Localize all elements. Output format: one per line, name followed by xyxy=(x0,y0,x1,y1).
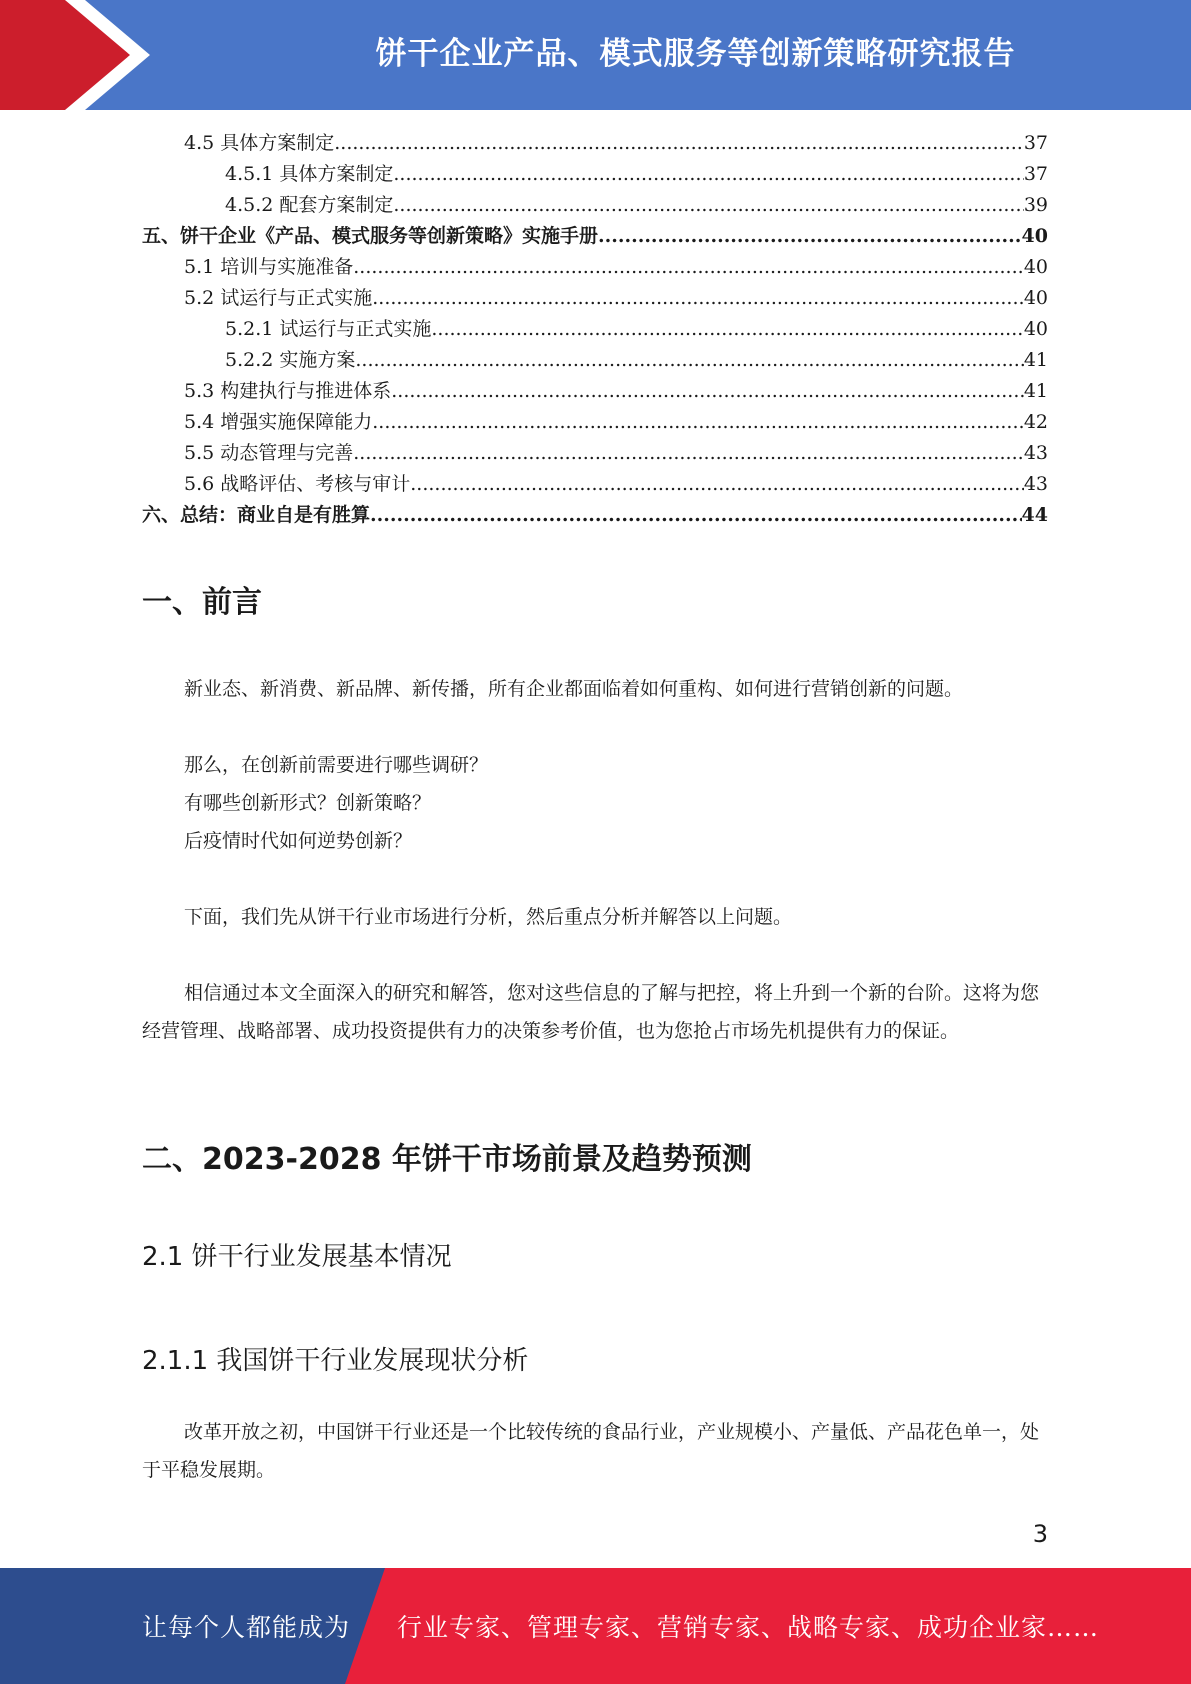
toc-entry[interactable] xyxy=(142,407,1048,438)
footer-slogan-right: 行业专家、管理专家、营销专家、战略专家、成功企业家…… xyxy=(397,1613,1100,1642)
table-of-contents xyxy=(142,128,1048,531)
paragraph: 新业态、新消费、新品牌、新传播，所有企业都面临着如何重构、如何进行营销创新的问题。 xyxy=(184,678,964,700)
toc-leader-dots xyxy=(431,318,1023,340)
question-line: 后疫情时代如何逆势创新？ xyxy=(184,830,413,852)
toc-leader-dots xyxy=(372,411,1024,433)
subsection-heading: 2.1 饼干行业发展基本情况 xyxy=(142,1242,452,1272)
toc-leader-dots xyxy=(353,256,1024,278)
section-heading-preface: 一、前言 xyxy=(142,585,262,620)
page-number: 3 xyxy=(1032,1520,1048,1548)
toc-entry-title: 五、饼干企业《产品、模式服务等创新策略》实施手册 xyxy=(142,225,599,247)
toc-entry-page: 40 xyxy=(1023,287,1048,309)
header-title: 饼干企业产品、模式服务等创新策略研究报告 xyxy=(375,35,1016,72)
toc-entry[interactable] xyxy=(142,252,1048,283)
toc-entry-page: 39 xyxy=(1023,194,1048,216)
toc-leader-dots xyxy=(598,225,1022,247)
toc-entry-title: 5.5 动态管理与完善 xyxy=(184,442,354,464)
toc-leader-dots xyxy=(393,194,1023,216)
toc-entry-title: 4.5.1 具体方案制定 xyxy=(225,163,394,185)
toc-leader-dots xyxy=(393,163,1023,185)
toc-entry-page: 37 xyxy=(1023,163,1048,185)
toc-entry-title: 5.2.2 实施方案 xyxy=(225,349,356,371)
toc-entry[interactable] xyxy=(142,345,1048,376)
subsection-heading: 2.1.1 我国饼干行业发展现状分析 xyxy=(142,1346,529,1376)
question-line: 那么，在创新前需要进行哪些调研？ xyxy=(184,754,489,776)
toc-entry-title: 5.2.1 试运行与正式实施 xyxy=(225,318,432,340)
toc-leader-dots xyxy=(334,132,1024,154)
paragraph: 下面，我们先从饼干行业市场进行分析，然后重点分析并解答以上问题。 xyxy=(184,906,793,928)
toc-entry[interactable] xyxy=(142,283,1048,314)
header-chevron-icon xyxy=(0,0,160,110)
toc-entry-page: 40 xyxy=(1023,318,1048,340)
toc-entry-page: 40 xyxy=(1023,256,1048,278)
toc-entry[interactable] xyxy=(142,159,1048,190)
toc-entry-page: 43 xyxy=(1023,473,1048,495)
toc-entry-page: 41 xyxy=(1023,380,1048,402)
toc-leader-dots xyxy=(391,380,1024,402)
footer-slogan-left: 让每个人都能成为 xyxy=(142,1613,351,1642)
toc-entry-page: 37 xyxy=(1023,132,1048,154)
toc-entry-title: 六、总结：商业自是有胜算 xyxy=(142,504,371,526)
toc-entry-title: 5.3 构建执行与推进体系 xyxy=(184,380,392,402)
toc-entry-page: 43 xyxy=(1023,442,1048,464)
toc-entry[interactable] xyxy=(142,190,1048,221)
toc-entry[interactable] xyxy=(142,438,1048,469)
toc-entry-page: 40 xyxy=(1021,225,1048,247)
question-line: 有哪些创新形式？创新策略？ xyxy=(184,792,432,814)
paragraph: 相信通过本文全面深入的研究和解答，您对这些信息的了解与把控，将上升到一个新的台阶。这将为您经营管理、战略部署、成功投资提供有力的决策参考价值，也为您抢占市场先机提供有力的保证。 xyxy=(142,982,1040,1042)
section-heading-market: 二、2023-2028 年饼干市场前景及趋势预测 xyxy=(142,1142,752,1177)
toc-entry-title: 5.4 增强实施保障能力 xyxy=(184,411,373,433)
toc-leader-dots xyxy=(355,349,1023,371)
toc-entry-page: 41 xyxy=(1023,349,1048,371)
toc-entry[interactable] xyxy=(142,128,1048,159)
toc-entry-title: 4.5.2 配套方案制定 xyxy=(225,194,394,216)
toc-entry-title: 5.2 试运行与正式实施 xyxy=(184,287,373,309)
toc-entry-title: 5.1 培训与实施准备 xyxy=(184,256,354,278)
toc-entry-page: 44 xyxy=(1021,504,1048,526)
toc-entry-title: 4.5 具体方案制定 xyxy=(184,132,335,154)
toc-entry[interactable] xyxy=(142,221,1048,252)
toc-leader-dots xyxy=(410,473,1024,495)
toc-leader-dots xyxy=(372,287,1024,309)
toc-entry[interactable] xyxy=(142,376,1048,407)
toc-leader-dots xyxy=(353,442,1024,464)
toc-entry-title: 5.6 战略评估、考核与审计 xyxy=(184,473,411,495)
paragraph: 改革开放之初，中国饼干行业还是一个比较传统的食品行业，产业规模小、产量低、产品花色单一，处于平稳发展期。 xyxy=(142,1421,1040,1481)
toc-leader-dots xyxy=(370,504,1022,526)
toc-entry[interactable] xyxy=(142,469,1048,500)
toc-entry[interactable] xyxy=(142,500,1048,531)
toc-entry-page: 42 xyxy=(1023,411,1048,433)
toc-entry[interactable] xyxy=(142,314,1048,345)
